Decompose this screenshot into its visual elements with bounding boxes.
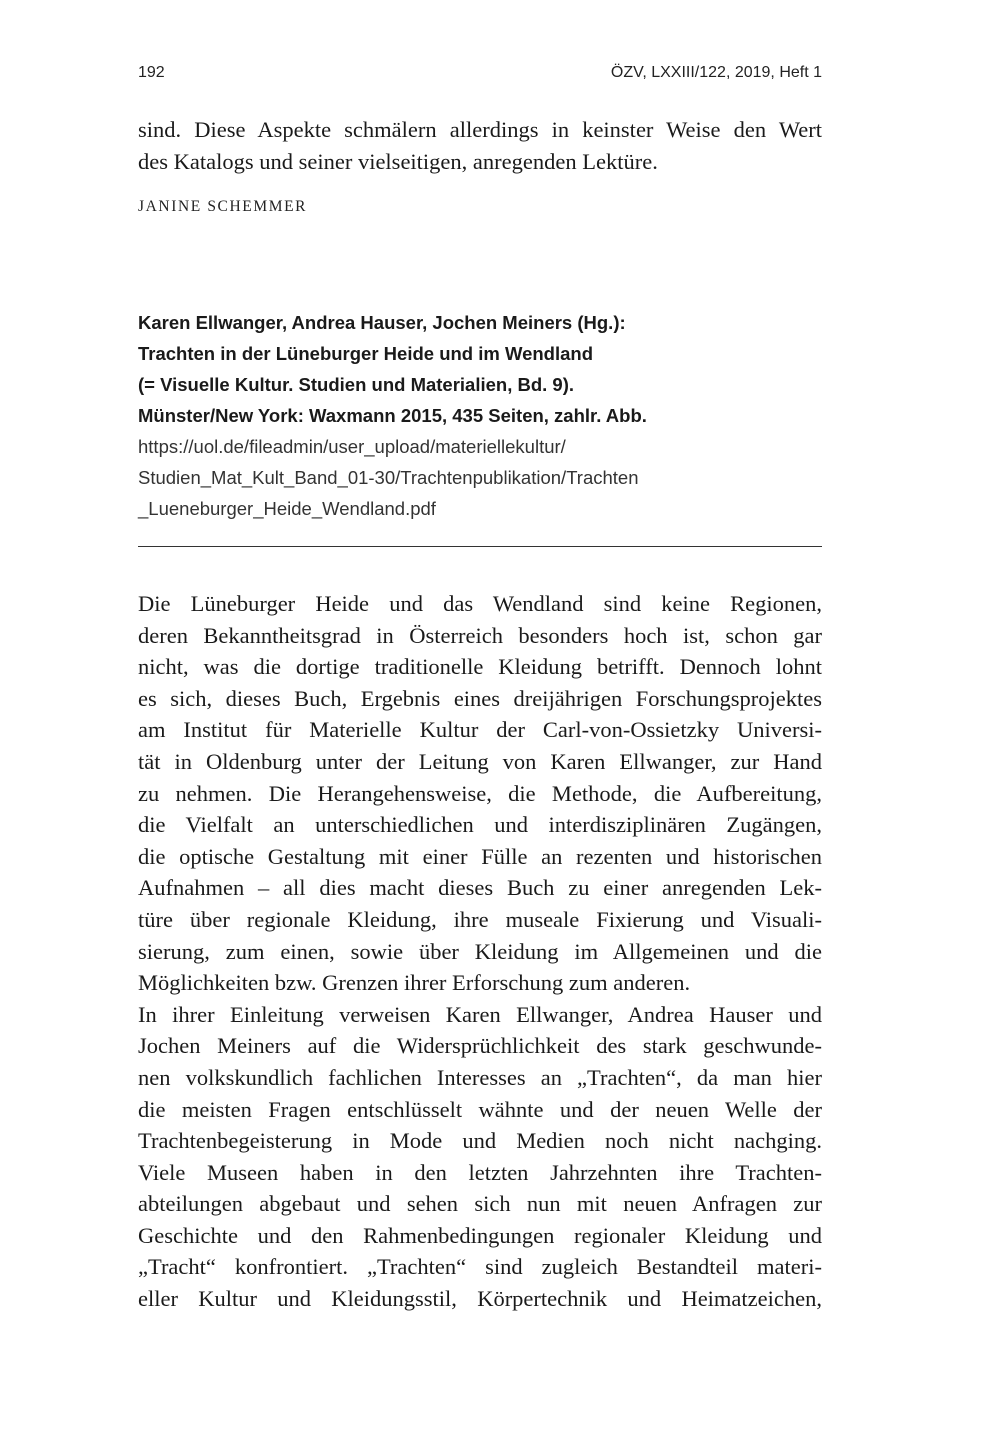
text-line: Aufnahmen – all dies macht dieses Buch zu einer anregenden Lek- bbox=[138, 875, 822, 901]
text-line: Trachtenbegeisterung in Mode und Medien noch nicht nachging. bbox=[138, 1128, 822, 1154]
page-number: 192 bbox=[138, 64, 165, 81]
bib-line: Karen Ellwanger, Andrea Hauser, Jochen Meiners (Hg.): bbox=[138, 312, 626, 333]
intro-paragraph bbox=[138, 114, 822, 177]
text-line: tät in Oldenburg unter der Leitung von Karen Ellwanger, zur Hand bbox=[138, 748, 822, 774]
text-line: sierung, zum einen, sowie über Kleidung im Allgemeinen und die bbox=[138, 938, 822, 964]
bib-line: (= Visuelle Kultur. Studien und Materialien, Bd. 9). bbox=[138, 374, 575, 395]
bib-line: Münster/New York: Waxmann 2015, 435 Seiten, zahlr. Abb. bbox=[138, 405, 647, 426]
text-line: am Institut für Materielle Kultur der Carl-von-Ossietzky Universi- bbox=[138, 717, 822, 743]
text-line: die Vielfalt an unterschiedlichen und interdisziplinären Zugängen, bbox=[138, 812, 822, 838]
text-line: Jochen Meiners auf die Widersprüchlichkeit des stark geschwunde- bbox=[138, 1033, 822, 1059]
text-line: die optische Gestaltung mit einer Fülle an rezenten und historischen bbox=[138, 843, 822, 869]
text-line: „Tracht“ konfrontiert. „Trachten“ sind zugleich Bestandteil materi- bbox=[138, 1254, 822, 1280]
text-line: Möglichkeiten bzw. Grenzen ihrer Erforschung zum anderen. bbox=[138, 970, 691, 996]
text-line: türe über regionale Kleidung, ihre museale Fixierung und Visuali- bbox=[138, 906, 822, 932]
text-line: zu nehmen. Die Herangehensweise, die Methode, die Aufbereitung, bbox=[138, 780, 822, 806]
text-line: In ihrer Einleitung verweisen Karen Ellwanger, Andrea Hauser und bbox=[138, 1001, 822, 1027]
text-line: nen volkskundlich fachlichen Interesses an „Trachten“, da man hier bbox=[138, 1064, 822, 1090]
body-text bbox=[138, 588, 822, 1315]
text-line: sind. Diese Aspekte schmälern allerdings in keinster Weise den Wert bbox=[138, 117, 822, 142]
text-line: eller Kultur und Kleidungsstil, Körpertechnik und Heimatzeichen, bbox=[138, 1286, 822, 1312]
bib-line: Trachten in der Lüneburger Heide und im Wendland bbox=[138, 343, 594, 364]
text-line: Die Lüneburger Heide und das Wendland sind keine Regionen, bbox=[138, 591, 822, 616]
url-line[interactable]: _Lueneburger_Heide_Wendland.pdf bbox=[138, 498, 436, 519]
url-line[interactable]: https://uol.de/fileadmin/user_upload/materiellekultur/ bbox=[138, 436, 566, 457]
text-line: nicht, was die dortige traditionelle Kleidung betrifft. Dennoch lohnt bbox=[138, 654, 822, 680]
url-line[interactable]: Studien_Mat_Kult_Band_01-30/Trachtenpublikation/Trachten bbox=[138, 467, 639, 488]
text-line: es sich, dieses Buch, Ergebnis eines dreijährigen Forschungsprojektes bbox=[138, 685, 822, 711]
divider bbox=[138, 546, 822, 547]
text-line: Geschichte und den Rahmenbedingungen regionaler Kleidung und bbox=[138, 1222, 822, 1248]
bibliographic-entry bbox=[138, 307, 822, 524]
text-line: die meisten Fragen entschlüsselt wähnte und der neuen Welle der bbox=[138, 1096, 822, 1122]
text-line: abteilungen abgebaut und sehen sich nun mit neuen Anfragen zur bbox=[138, 1191, 822, 1217]
review-author: JANINE SCHEMMER bbox=[138, 198, 308, 215]
journal-reference: ÖZV, LXXIII/122, 2019, Heft 1 bbox=[610, 64, 822, 81]
text-line: deren Bekanntheitsgrad in Österreich besonders hoch ist, schon gar bbox=[138, 622, 822, 648]
text-line: des Katalogs und seiner vielseitigen, anregenden Lektüre. bbox=[138, 148, 658, 174]
text-line: Viele Museen haben in den letzten Jahrzehnten ihre Trachten- bbox=[138, 1159, 822, 1185]
